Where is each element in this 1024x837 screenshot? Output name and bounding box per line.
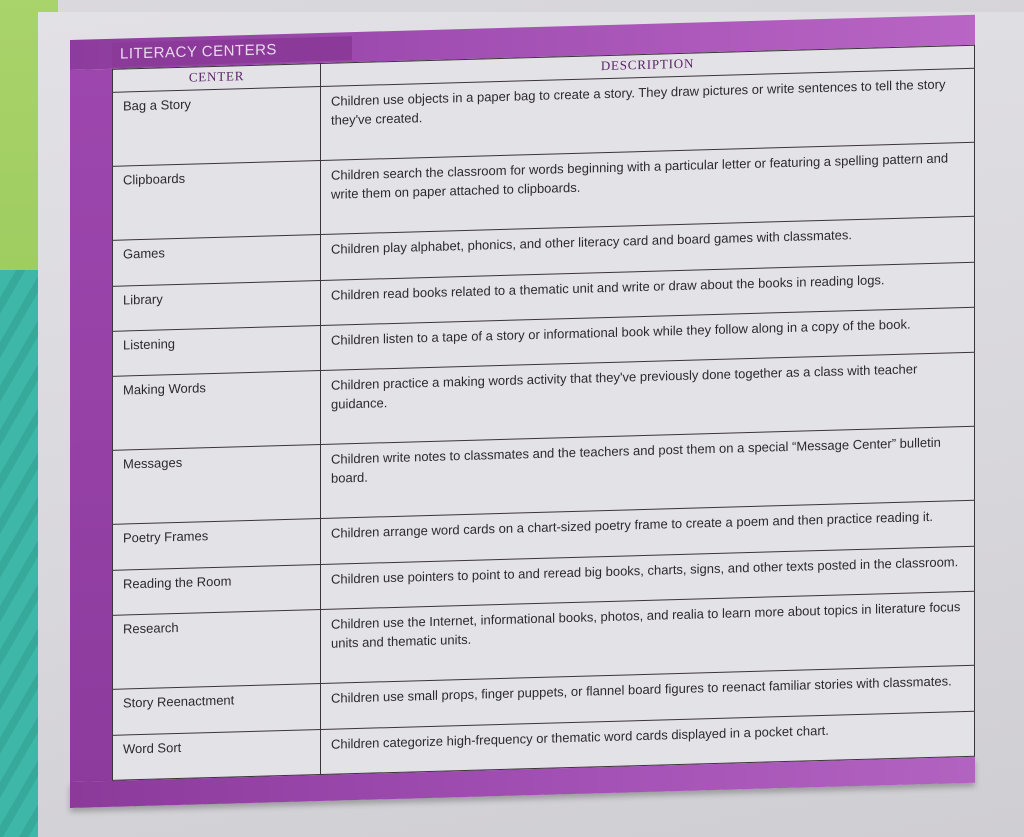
center-name: Reading the Room <box>113 564 321 615</box>
center-description: Children use pointers to point to and reread big books, charts, signs, and other texts posted in the classroom. <box>321 546 975 610</box>
center-description: Children use small props, finger puppets, or flannel board figures to reenact familiar stories with classmates. <box>321 665 975 729</box>
center-description: Children use the Internet, informational books, photos, and realia to learn more about topics in literature focus units and thematic units. <box>321 591 975 683</box>
center-description: Children arrange word cards on a chart-sized poetry frame to create a poem and then practice reading it. <box>321 501 975 565</box>
center-description: Children categorize high-frequency or thematic word cards displayed in a pocket chart. <box>321 711 975 775</box>
center-description: Children use objects in a paper bag to create a story. They draw pictures or write sentences to tell the story they've created. <box>321 68 975 160</box>
panel-title: LITERACY CENTERS <box>112 36 352 67</box>
center-description: Children read books related to a thematic unit and write or draw about the books in reading logs. <box>321 262 975 326</box>
center-name: Research <box>113 610 321 690</box>
center-name: Bag a Story <box>113 87 321 167</box>
center-description: Children practice a making words activity that they've previously done together as a class with teacher guidance. <box>321 352 975 444</box>
center-description: Children play alphabet, phonics, and other literacy card and board games with classmates. <box>321 216 975 280</box>
center-description: Children listen to a tape of a story or informational book while they follow along in a copy of the book. <box>321 307 975 371</box>
description-column-header: DESCRIPTION <box>321 45 975 86</box>
literacy-centers-table <box>112 45 975 781</box>
center-name: Listening <box>113 325 321 376</box>
center-description: Children write notes to classmates and the teachers and post them on a special “Message Center” bulletin board. <box>321 427 975 519</box>
table-container <box>112 45 975 781</box>
panel-left-bar <box>70 69 112 782</box>
center-name: Messages <box>113 445 321 525</box>
center-column-header: CENTER <box>113 64 321 93</box>
literacy-centers-panel <box>70 15 975 782</box>
center-name: Poetry Frames <box>113 519 321 570</box>
center-name: Library <box>113 280 321 331</box>
center-name: Clipboards <box>113 161 321 241</box>
center-name: Games <box>113 235 321 286</box>
center-name: Story Reenactment <box>113 684 321 735</box>
center-name: Making Words <box>113 371 321 451</box>
center-name: Word Sort <box>113 729 321 780</box>
center-description: Children search the classroom for words beginning with a particular letter or featuring a spelling pattern and write them on paper attached to clipboards. <box>321 142 975 234</box>
